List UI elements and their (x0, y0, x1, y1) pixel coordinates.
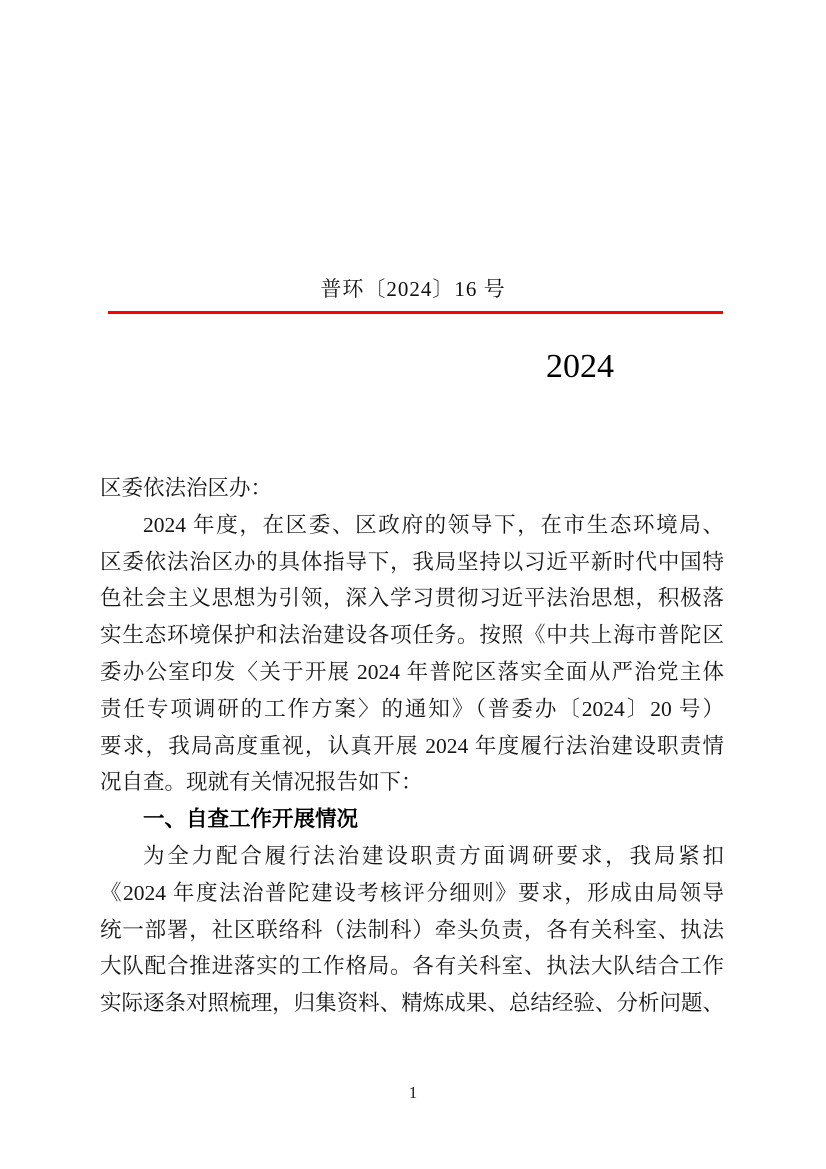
paragraph-line: 为全力配合履行法治建设职责方面调研要求，我局紧扣 (143, 843, 724, 868)
page-number: 1 (408, 1083, 418, 1102)
year-heading: 2024 (546, 348, 614, 385)
paragraph-line: 实际逐条对照梳理，归集资料、精炼成果、总结经验、分析问题、 (100, 991, 724, 1016)
section-heading: 一、自查工作开展情况 (143, 807, 359, 832)
paragraph-line: 责任专项调研的工作方案〉的通知》（普委办〔2024〕20 号） (100, 696, 724, 721)
doc-number: 普环〔2024〕16 号 (320, 277, 506, 301)
paragraph-line: 色社会主义思想为引领，深入学习贯彻习近平法治思想，积极落 (100, 586, 724, 611)
paragraph-line: 《2024 年度法治普陀建设考核评分细则》要求，形成由局领导 (100, 880, 724, 905)
paragraph-line: 大队配合推进落实的工作格局。各有关科室、执法大队结合工作 (100, 954, 724, 979)
paragraph-line: 委办公室印发〈关于开展 2024 年普陀区落实全面从严治党主体 (100, 659, 724, 684)
paragraph-line: 实生态环境保护和法治建设各项任务。按照《中共上海市普陀区 (100, 623, 724, 648)
paragraph-line: 统一部署，社区联络科（法制科）牵头负责，各有关科室、执法 (100, 917, 724, 942)
paragraph-line: 要求，我局高度重视，认真开展 2024 年度履行法治建设职责情 (100, 733, 724, 758)
paragraph-line: 区委依法治区办的具体指导下，我局坚持以习近平新时代中国特 (100, 549, 724, 574)
salutation: 区委依法治区办： (100, 476, 273, 500)
document-body (100, 470, 724, 1022)
paragraph-line: 2024 年度，在区委、区政府的领导下，在市生态环境局、 (143, 512, 724, 537)
paragraph-line: 况自查。现就有关情况报告如下： (100, 770, 423, 795)
red-separator-line (108, 311, 723, 314)
